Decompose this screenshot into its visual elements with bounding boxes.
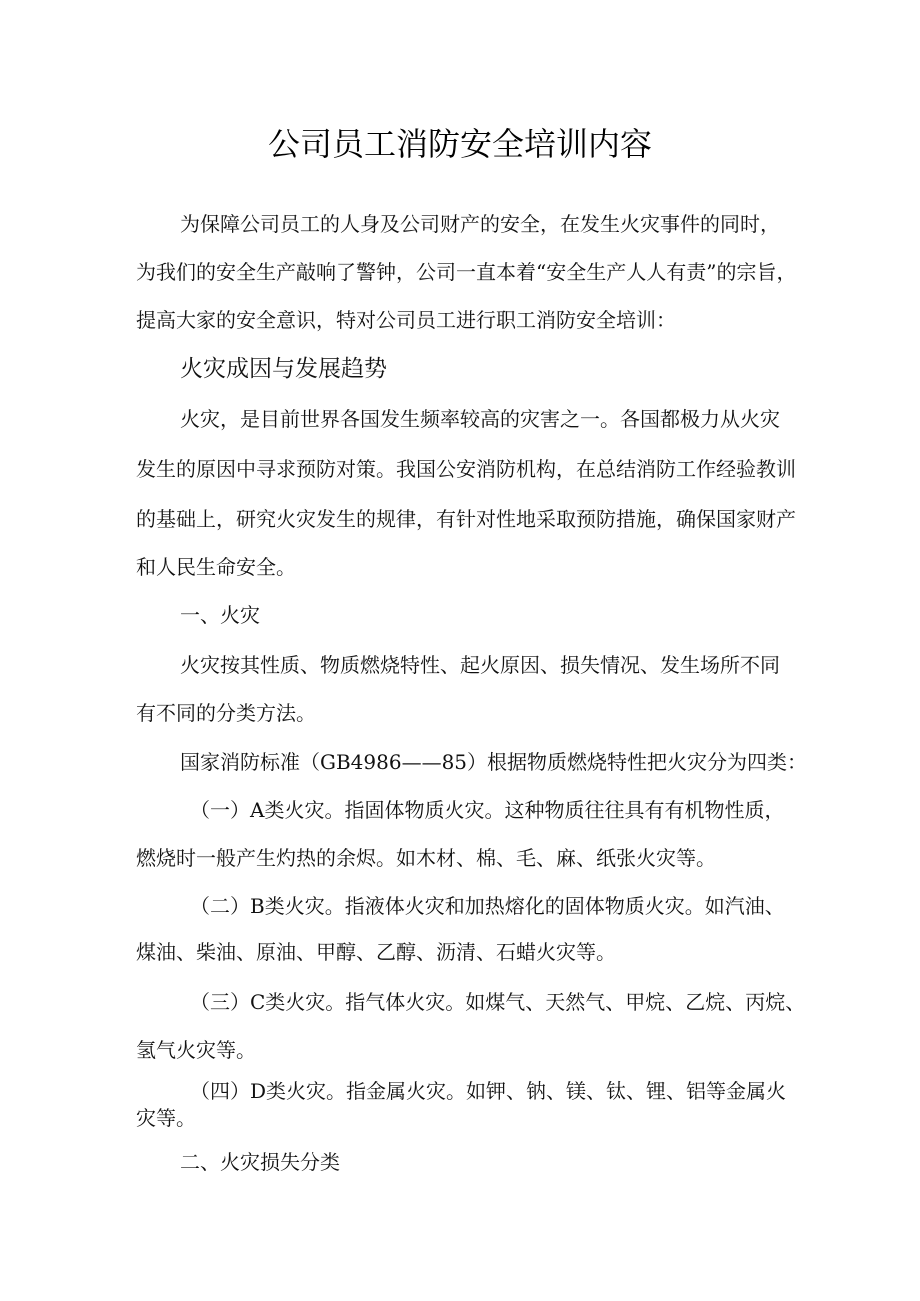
class-b-line-2: 煤油、柴油、原油、甲醇、乙醇、沥清、石蜡火灾等。: [136, 940, 616, 964]
section-heading: 火灾成因与发展趋势: [180, 356, 387, 382]
intro-line-3: 提高大家的安全意识，特对公司员工进行职工消防安全培训：: [136, 308, 676, 332]
class-a-line-2: 燃烧时一般产生灼热的余烬。如木材、棉、毛、麻、纸张火灾等。: [136, 846, 716, 870]
paragraph1-line-2: 发生的原因中寻求预防对策。我国公安消防机构，在总结消防工作经验教训: [136, 457, 796, 481]
class-c-line-1: （三）C类火灾。指气体火灾。如煤气、天然气、甲烷、乙烷、丙烷、: [190, 990, 806, 1014]
intro-line-1: 为保障公司员工的人身及公司财产的安全，在发生火灾事件的同时，: [180, 212, 780, 236]
paragraph3-line-1: 国家消防标准（GB4986——85）根据物质燃烧特性把火灾分为四类：: [180, 750, 808, 774]
paragraph2-line-2: 有不同的分类方法。: [136, 701, 316, 725]
class-d-line-1: （四）D类火灾。指金属火灾。如钾、钠、镁、钛、锂、铝等金属火: [190, 1079, 787, 1103]
page-title: 公司员工消防安全培训内容: [267, 125, 652, 163]
paragraph1-line-1: 火灾，是目前世界各国发生频率较高的灾害之一。各国都极力从火灾: [180, 407, 780, 431]
subheading-fire-loss: 二、火灾损失分类: [180, 1150, 340, 1174]
paragraph2-line-1: 火灾按其性质、物质燃烧特性、起火原因、损失情况、发生场所不同: [180, 653, 780, 677]
paragraph1-line-3: 的基础上，研究火灾发生的规律，有针对性地采取预防措施，确保国家财产: [136, 507, 796, 531]
class-c-line-2: 氢气火灾等。: [136, 1038, 256, 1062]
intro-line-2: 为我们的安全生产敲响了警钟，公司一直本着“安全生产人人有责”的宗旨，: [136, 260, 797, 284]
class-a-line-1: （一）A类火灾。指固体物质火灾。这种物质往往具有有机物性质，: [190, 798, 785, 822]
class-d-line-2: 灾等。: [136, 1106, 196, 1130]
subheading-fire: 一、火灾: [180, 603, 260, 627]
class-b-line-1: （二）B类火灾。指液体火灾和加热熔化的固体物质火灾。如汽油、: [190, 894, 785, 918]
paragraph1-line-4: 和人民生命安全。: [136, 555, 296, 579]
